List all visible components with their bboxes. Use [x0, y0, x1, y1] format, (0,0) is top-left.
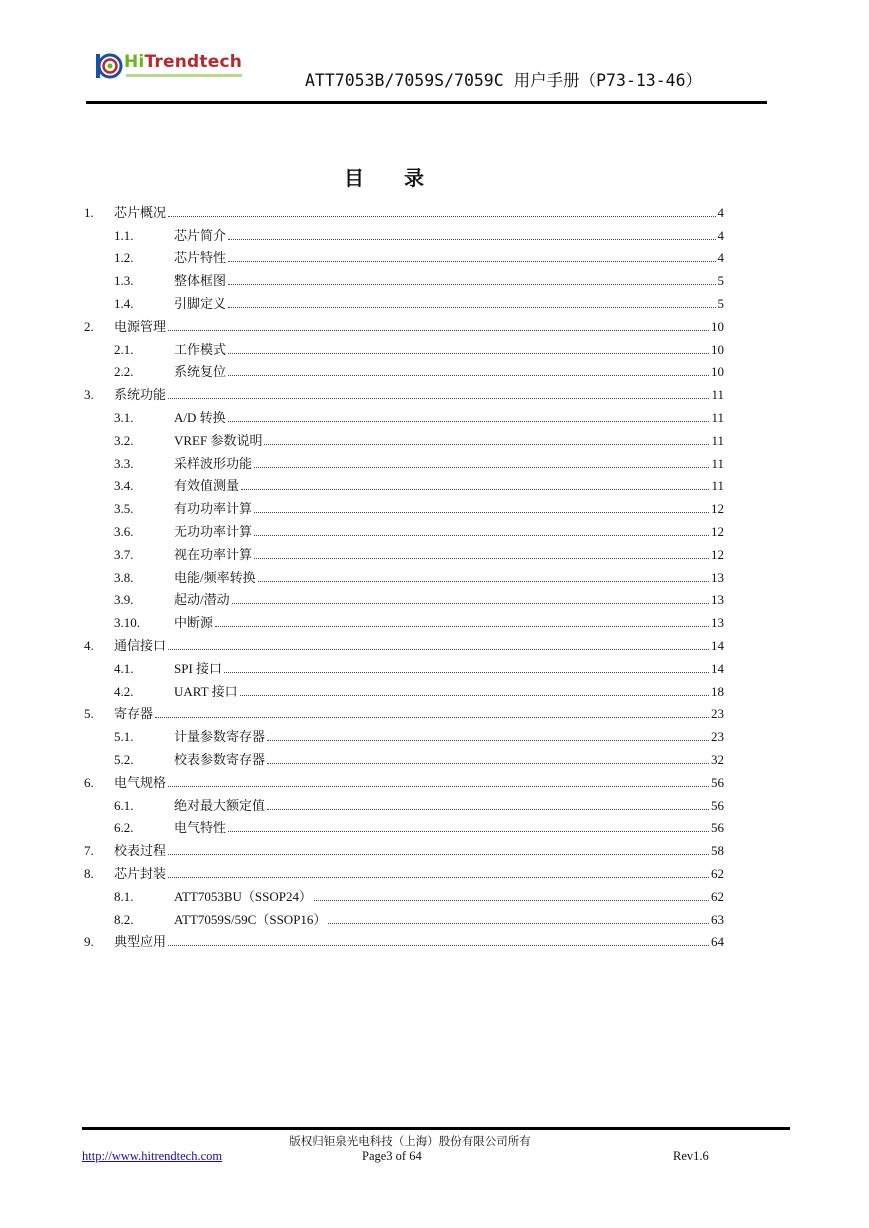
toc-entry[interactable]	[84, 700, 724, 723]
toc-entry-number: 3.6.	[114, 523, 134, 539]
toc-entry[interactable]	[84, 586, 724, 609]
toc-dot-leader	[240, 694, 709, 696]
toc-entry[interactable]	[84, 677, 724, 700]
footer-copyright: 版权归钜泉光电科技（上海）股份有限公司所有	[289, 1136, 531, 1148]
toc-dot-leader	[215, 625, 709, 627]
toc-entry-page: 11	[711, 387, 724, 403]
toc-dot-leader	[228, 238, 715, 240]
logo-underline	[126, 74, 242, 77]
toc-entry-number: 3.4.	[114, 478, 134, 494]
toc-entry[interactable]	[84, 654, 724, 677]
toc-entry-number: 6.2.	[114, 820, 134, 836]
toc-entry-page: 5	[717, 295, 724, 311]
toc-entry-title: 工作模式	[174, 341, 227, 357]
toc-entry-title: 无功功率计算	[174, 523, 253, 539]
toc-dot-leader	[224, 671, 709, 673]
logo-wordmark: HiTrendtech	[124, 52, 243, 72]
toc-dot-leader	[264, 443, 709, 445]
toc-entry-title: 芯片特性	[174, 250, 227, 266]
toc-entry-title: 芯片封装	[114, 865, 167, 881]
toc-entry-page: 11	[711, 478, 724, 494]
toc-entry-page: 62	[711, 888, 724, 904]
toc-entry-page: 11	[711, 432, 724, 448]
toc-entry-title: 有效值测量	[174, 478, 240, 494]
toc-entry-page: 63	[711, 911, 724, 927]
toc-entry-number: 6.1.	[114, 797, 134, 813]
footer-revision: Rev1.6	[673, 1149, 709, 1163]
toc-entry-title: A/D 转换	[174, 409, 226, 425]
toc-entry[interactable]	[84, 312, 724, 335]
toc-dot-leader	[168, 397, 709, 399]
toc-entry[interactable]	[84, 289, 724, 312]
toc-dot-leader	[258, 580, 709, 582]
toc-entry-page: 13	[711, 569, 724, 585]
toc-entry-page: 23	[711, 729, 724, 745]
toc-entry[interactable]	[84, 221, 724, 244]
toc-entry-title: 起动/潜动	[174, 592, 230, 608]
toc-entry[interactable]	[84, 745, 724, 768]
toc-entry-number: 9.	[84, 934, 94, 950]
toc-entry-number: 3.	[84, 387, 94, 403]
toc-entry-title: 采样波形功能	[174, 455, 253, 471]
toc-entry[interactable]	[84, 198, 724, 221]
toc-heading: 目录	[344, 166, 464, 190]
toc-entry[interactable]	[84, 859, 724, 882]
toc-entry-title: UART 接口	[174, 683, 238, 699]
toc-entry-page: 56	[711, 797, 724, 813]
toc-entry-title: 系统功能	[114, 387, 167, 403]
toc-entry[interactable]	[84, 882, 724, 905]
toc-entry-number: 1.	[84, 204, 94, 220]
toc-entry-title: 电源管理	[114, 318, 167, 334]
toc-dot-leader	[228, 283, 715, 285]
toc-entry-page: 11	[711, 455, 724, 471]
toc-dot-leader	[228, 306, 715, 308]
toc-entry-title: 整体框图	[174, 273, 227, 289]
toc-dot-leader	[168, 329, 709, 331]
toc-entry-page: 64	[711, 934, 724, 950]
toc-entry-title: ATT7053BU（SSOP24）	[174, 888, 312, 904]
toc-entry-title: 校表过程	[114, 843, 167, 859]
toc-entry[interactable]	[84, 380, 724, 403]
toc-entry-title: 引脚定义	[174, 295, 227, 311]
toc-entry-number: 3.10.	[114, 615, 140, 631]
toc-entry-page: 4	[717, 204, 724, 220]
toc-entry-page: 23	[711, 706, 724, 722]
toc-entry-number: 3.1.	[114, 409, 134, 425]
toc-entry[interactable]	[84, 266, 724, 289]
toc-entry-number: 5.1.	[114, 729, 134, 745]
toc-entry[interactable]	[84, 517, 724, 540]
toc-entry[interactable]	[84, 403, 724, 426]
toc-entry-page: 5	[717, 273, 724, 289]
toc-entry-title: 电气规格	[114, 774, 167, 790]
toc-dot-leader	[228, 374, 709, 376]
toc-dot-leader	[228, 260, 715, 262]
toc-entry-title: 通信接口	[114, 637, 167, 653]
toc-entry-title: 中断源	[174, 615, 214, 631]
toc-dot-leader	[328, 922, 709, 924]
toc-entry-title: 计量参数寄存器	[174, 729, 266, 745]
toc-entry[interactable]	[84, 426, 724, 449]
table-of-contents	[84, 198, 724, 950]
toc-entry-number: 5.	[84, 706, 94, 722]
toc-entry-number: 2.	[84, 318, 94, 334]
company-logo	[92, 48, 242, 86]
toc-dot-leader	[155, 716, 709, 718]
toc-entry-page: 12	[711, 501, 724, 517]
toc-dot-leader	[232, 602, 709, 604]
toc-entry-page: 10	[711, 341, 724, 357]
toc-entry[interactable]	[84, 494, 724, 517]
toc-entry-page: 58	[711, 843, 724, 859]
toc-entry[interactable]	[84, 791, 724, 814]
toc-entry-page: 14	[711, 637, 724, 653]
toc-dot-leader	[228, 830, 709, 832]
toc-entry-page: 18	[711, 683, 724, 699]
toc-entry[interactable]	[84, 722, 724, 745]
toc-entry-page: 12	[711, 523, 724, 539]
toc-entry-number: 8.	[84, 865, 94, 881]
toc-dot-leader	[168, 944, 709, 946]
toc-entry-number: 8.2.	[114, 911, 134, 927]
toc-entry-page: 10	[711, 318, 724, 334]
toc-dot-leader	[168, 853, 709, 855]
toc-entry-title: 校表参数寄存器	[174, 751, 266, 767]
toc-entry[interactable]	[84, 928, 724, 951]
toc-entry-page: 10	[711, 364, 724, 380]
toc-entry-number: 7.	[84, 843, 94, 859]
toc-entry-title: 芯片概况	[114, 204, 167, 220]
toc-entry-number: 3.2.	[114, 432, 134, 448]
toc-entry-number: 2.1.	[114, 341, 134, 357]
toc-entry-page: 56	[711, 820, 724, 836]
footer-page-number: Page3 of 64	[362, 1149, 422, 1163]
toc-entry-page: 32	[711, 751, 724, 767]
toc-entry-page: 14	[711, 660, 724, 676]
toc-entry-number: 1.1.	[114, 227, 134, 243]
toc-entry[interactable]	[84, 768, 724, 791]
toc-entry-number: 3.5.	[114, 501, 134, 517]
toc-dot-leader	[314, 899, 709, 901]
toc-entry-page: 11	[711, 409, 724, 425]
document-title: ATT7053B/7059S/7059C 用户手册（P73-13-46）	[305, 71, 703, 90]
toc-entry-title: VREF 参数说明	[174, 432, 263, 448]
toc-dot-leader	[254, 534, 709, 536]
toc-entry-title: 系统复位	[174, 364, 227, 380]
toc-entry-title: 有功功率计算	[174, 501, 253, 517]
toc-dot-leader	[228, 352, 709, 354]
toc-entry-number: 4.2.	[114, 683, 134, 699]
toc-dot-leader	[254, 557, 709, 559]
footer-website-link[interactable]: http://www.hitrendtech.com	[82, 1149, 223, 1163]
toc-entry[interactable]	[84, 631, 724, 654]
toc-entry-page: 13	[711, 592, 724, 608]
toc-entry-page: 12	[711, 546, 724, 562]
toc-entry-number: 4.1.	[114, 660, 134, 676]
toc-entry-title: 寄存器	[114, 706, 154, 722]
page-header	[0, 0, 869, 110]
toc-entry-number: 6.	[84, 774, 94, 790]
toc-entry[interactable]	[84, 540, 724, 563]
toc-entry-title: 电气特性	[174, 820, 227, 836]
toc-entry-page: 62	[711, 865, 724, 881]
toc-entry[interactable]	[84, 814, 724, 837]
toc-entry-title: 电能/频率转换	[174, 569, 256, 585]
toc-entry-title: SPI 接口	[174, 660, 223, 676]
toc-entry[interactable]	[84, 358, 724, 381]
toc-entry[interactable]	[84, 836, 724, 859]
toc-entry-page: 56	[711, 774, 724, 790]
toc-entry-number: 3.8.	[114, 569, 134, 585]
toc-dot-leader	[168, 215, 715, 217]
toc-entry[interactable]	[84, 608, 724, 631]
toc-entry-number: 3.9.	[114, 592, 134, 608]
toc-entry[interactable]	[84, 335, 724, 358]
toc-entry-page: 4	[717, 250, 724, 266]
toc-entry-title: 芯片简介	[174, 227, 227, 243]
toc-dot-leader	[228, 420, 710, 422]
header-rule	[86, 101, 767, 104]
toc-entry-number: 1.3.	[114, 273, 134, 289]
toc-entry-title: 典型应用	[114, 934, 167, 950]
toc-dot-leader	[168, 876, 709, 878]
toc-dot-leader	[241, 488, 709, 490]
toc-entry-number: 3.7.	[114, 546, 134, 562]
toc-dot-leader	[267, 739, 709, 741]
toc-entry[interactable]	[84, 449, 724, 472]
logo-swirl-icon	[92, 50, 124, 82]
toc-dot-leader	[254, 466, 709, 468]
toc-dot-leader	[168, 785, 709, 787]
toc-entry-number: 4.	[84, 637, 94, 653]
toc-entry[interactable]	[84, 244, 724, 267]
toc-entry-title: 绝对最大额定值	[174, 797, 266, 813]
toc-dot-leader	[267, 808, 709, 810]
toc-entry-number: 1.4.	[114, 295, 134, 311]
toc-dot-leader	[168, 648, 709, 650]
toc-entry-number: 3.3.	[114, 455, 134, 471]
toc-entry-number: 8.1.	[114, 888, 134, 904]
toc-dot-leader	[254, 511, 709, 513]
toc-dot-leader	[267, 762, 709, 764]
toc-entry-number: 1.2.	[114, 250, 134, 266]
toc-entry-number: 2.2.	[114, 364, 134, 380]
toc-entry-number: 5.2.	[114, 751, 134, 767]
toc-entry-page: 13	[711, 615, 724, 631]
toc-entry[interactable]	[84, 905, 724, 928]
toc-entry-title: ATT7059S/59C（SSOP16）	[174, 911, 327, 927]
toc-entry[interactable]	[84, 563, 724, 586]
toc-entry[interactable]	[84, 472, 724, 495]
toc-entry-page: 4	[717, 227, 724, 243]
toc-entry-title: 视在功率计算	[174, 546, 253, 562]
footer-rule	[82, 1127, 790, 1130]
